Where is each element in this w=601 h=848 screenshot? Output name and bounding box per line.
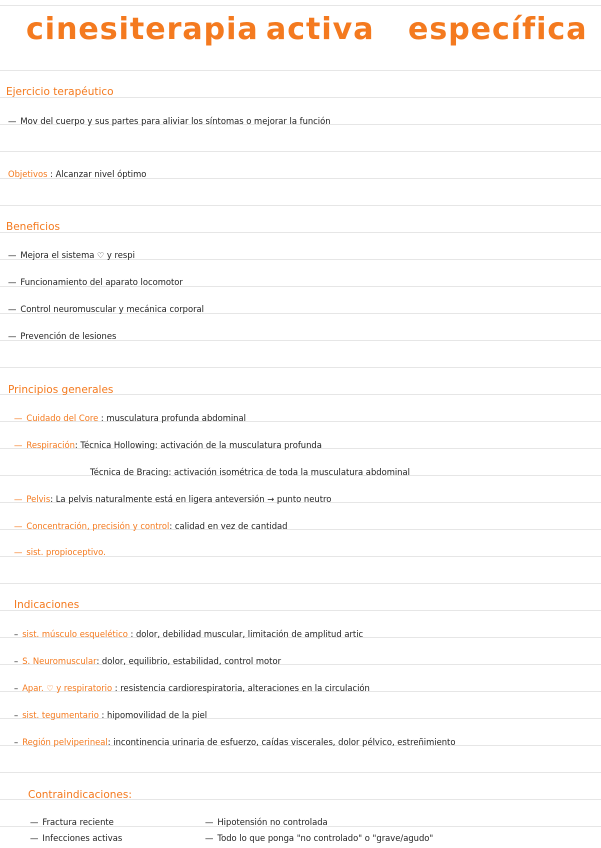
- indicacion-item: – Apar. ♡ y respiratorio : resistencia cardiorespiratoria, alteraciones en la circulación: [14, 683, 370, 693]
- heading-indicaciones: Indicaciones: [14, 599, 80, 611]
- beneficio-item: — Control neuromuscular y mecánica corporal: [8, 304, 204, 314]
- beneficio-item: — Mejora el sistema ♡ y respi: [8, 250, 135, 260]
- title-word-3: específica: [408, 12, 588, 47]
- contraindicacion-item: — Infecciones activas: [30, 833, 123, 843]
- indicacion-item: – Región pelviperineal: incontinencia urinaria de esfuerzo, caídas viscerales, dolor pélvico, estreñimiento: [14, 737, 456, 747]
- principio-item: — Pelvis: La pelvis naturalmente está en ligera anteversión → punto neutro: [14, 494, 332, 504]
- indicacion-item: – sist. músculo esquelético : dolor, debilidad muscular, limitación de amplitud artic: [14, 629, 364, 639]
- beneficio-item: — Prevención de lesiones: [8, 331, 117, 341]
- heading-principios: Principios generales: [8, 384, 114, 396]
- indicacion-item: – sist. tegumentario : hipomovilidad de la piel: [14, 710, 208, 720]
- ejercicio-definition: — Mov del cuerpo y sus partes para aliviar los síntomas o mejorar la función: [8, 116, 331, 126]
- page-title: [0, 6, 601, 56]
- contraindicacion-item: — Hipotensión no controlada: [205, 817, 328, 827]
- heading-beneficios: Beneficios: [6, 221, 60, 233]
- principio-subitem: Técnica de Bracing: activación isométrica de toda la musculatura abdominal: [90, 467, 410, 477]
- title-word-2: activa: [266, 12, 375, 47]
- contraindicacion-item: — Todo lo que ponga "no controlado" o "grave/agudo": [205, 833, 434, 843]
- principio-item: — Cuidado del Core : musculatura profunda abdominal: [14, 413, 246, 423]
- indicacion-item: – S. Neuromuscular: dolor, equilibrio, estabilidad, control motor: [14, 656, 282, 666]
- contraindicacion-item: — Fractura reciente: [30, 817, 114, 827]
- objetivos-label: Objetivos: [8, 169, 48, 179]
- heart-icon: ♡: [46, 684, 54, 693]
- objetivos-line: Objetivos : Alcanzar nivel óptimo: [8, 169, 147, 179]
- title-word-1: cinesiterapia: [26, 12, 259, 47]
- heart-icon: ♡: [97, 251, 105, 260]
- beneficio-item: — Funcionamiento del aparato locomotor: [8, 277, 183, 287]
- heading-contraindicaciones: Contraindicaciones:: [28, 789, 132, 801]
- principio-item: — sist. propioceptivo.: [14, 547, 106, 557]
- principio-item: — Concentración, precisión y control: calidad en vez de cantidad: [14, 521, 288, 531]
- heading-ejercicio: Ejercicio terapéutico: [6, 86, 114, 98]
- principio-item: — Respiración: Técnica Hollowing: activación de la musculatura profunda: [14, 440, 322, 450]
